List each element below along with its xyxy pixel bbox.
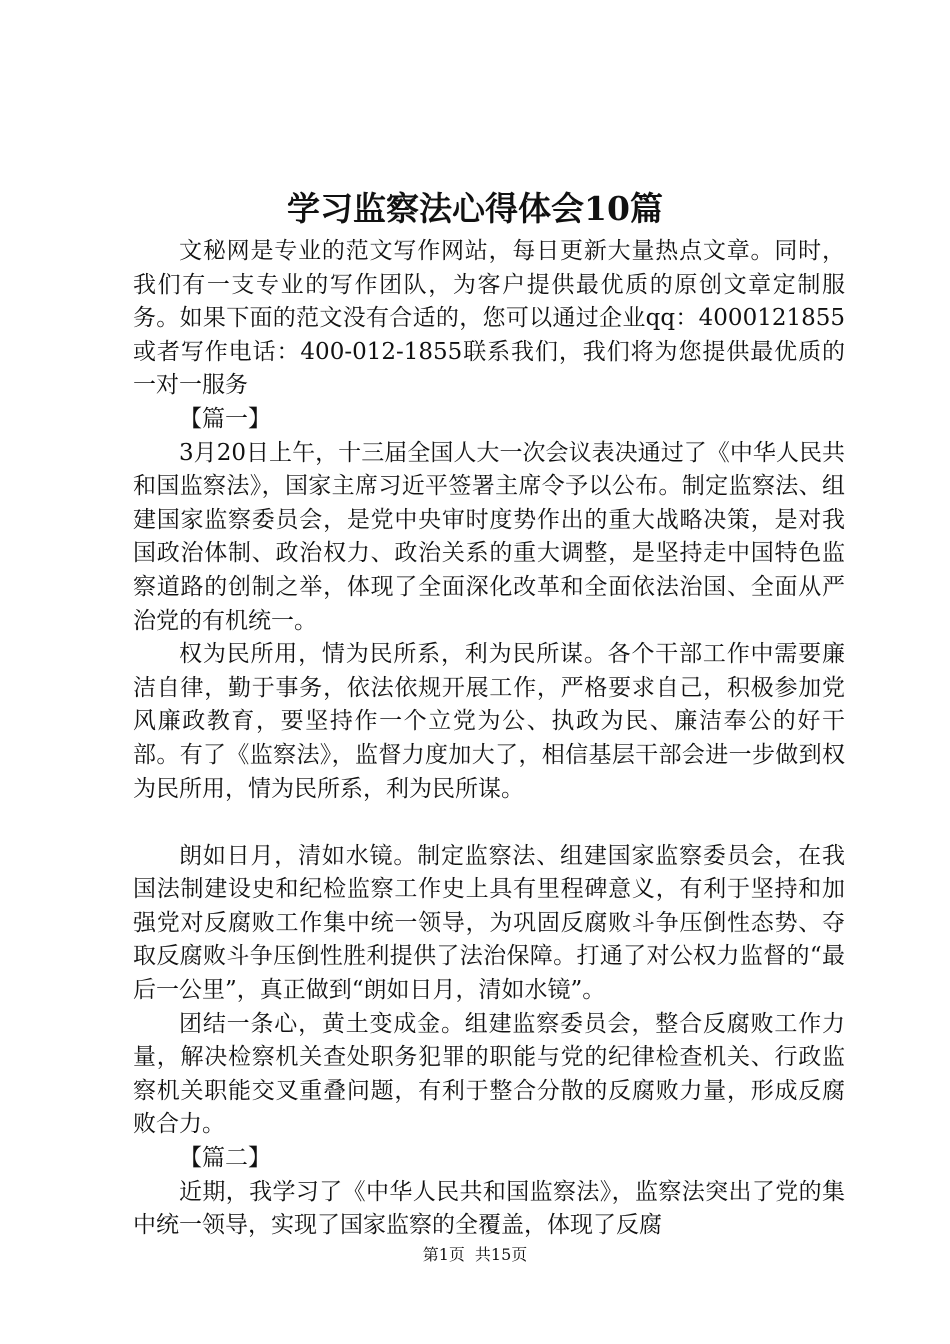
intro-paragraph: 文秘网是专业的范文写作网站，每日更新大量热点文章。同时，我们有一支专业的写作团队，为客户提供最优质的原创文章定制服务。如果下面的范文没有合适的，您可以通过企业qq：4000121855或者写作电话：400-012-1855联系我们，我们将为您提供最优质的一对一服务: [133, 238, 845, 399]
body-paragraph: 3月20日上午，十三届全国人大一次会议表决通过了《中华人民共和国监察法》，国家主席习近平签署主席令予以公布。制定监察法、组建国家监察委员会，是党中央审时度势作出的重大战略决策，是对我国政治体制、政治权力、政治关系的重大调整，是坚持走中国特色监察道路的创制之举，体现了全面深化改革和全面依法治国、全面从严治党的有机统一。: [133, 439, 845, 634]
section-heading-2: 【篇二】: [179, 1145, 271, 1172]
page-total: 共15页: [474, 1245, 528, 1264]
body-paragraph: 权为民所用，情为民所系，利为民所谋。各个干部工作中需要廉洁自律，勤于事务，依法依规开展工作，严格要求自己，积极参加党风廉政教育，要坚持作一个立党为公、执政为民、廉洁奉公的好干部。有了《监察法》，监督力度加大了，相信基层干部会进一步做到权为民所用，情为民所系，利为民所谋。: [133, 641, 845, 802]
document-body: [133, 235, 845, 1243]
page-number: 第1页: [422, 1245, 465, 1264]
page-footer: [0, 1244, 950, 1266]
section-heading-1: 【篇一】: [179, 405, 271, 432]
body-paragraph: 朗如日月，清如水镜。制定监察法、组建国家监察委员会，在我国法制建设史和纪检监察工作史上具有里程碑意义，有利于坚持和加强党对反腐败工作集中统一领导，为巩固反腐败斗争压倒性态势、夺取反腐败斗争压倒性胜利提供了法治保障。打通了对公权力监督的“最后一公里”，真正做到“朗如日月，清如水镜”。: [133, 842, 845, 1004]
document-title: 学习监察法心得体会10篇: [287, 189, 663, 228]
body-paragraph: 团结一条心，黄土变成金。组建监察委员会，整合反腐败工作力量，解决检察机关查处职务犯罪的职能与党的纪律检查机关、行政监察机关职能交叉重叠问题，有利于整合分散的反腐败力量，形成反腐败合力。: [133, 1010, 845, 1138]
blank-line: [133, 806, 845, 840]
body-paragraph: 近期，我学习了《中华人民共和国监察法》，监察法突出了党的集中统一领导，实现了国家监察的全覆盖，体现了反腐: [133, 1178, 845, 1239]
